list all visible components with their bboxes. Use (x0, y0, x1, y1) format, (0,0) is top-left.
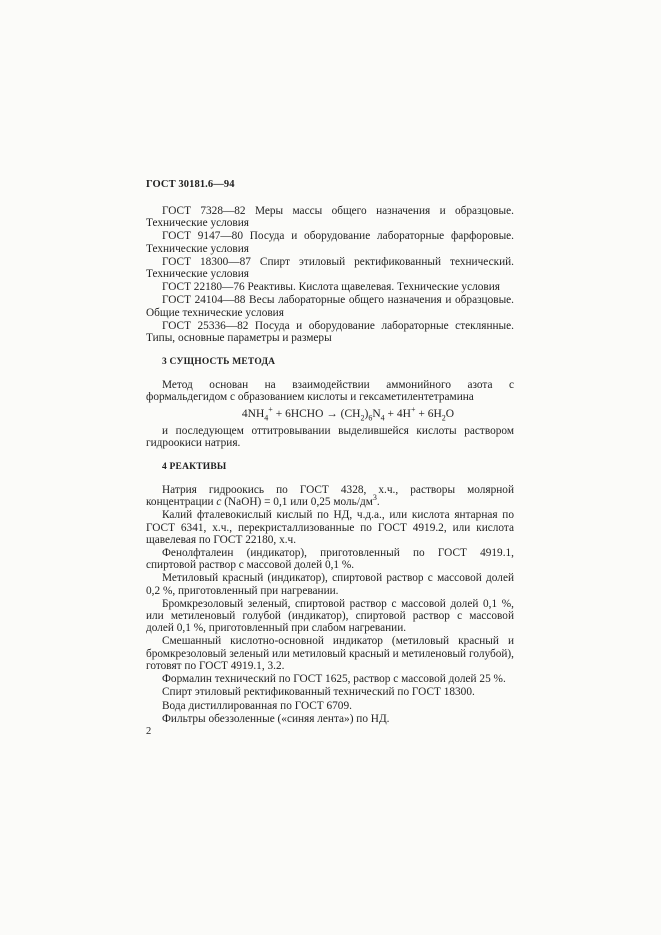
section-heading-method-essence: 3 СУЩНОСТЬ МЕТОДА (162, 357, 276, 368)
reagent-item: Фенолфталеин (индикатор), приготовленный по ГОСТ 4919.1, спиртовой раствор с массовой долей 0,1 %. (146, 547, 514, 572)
method-description: Метод основан на взаимодействии аммонийного азота с формальдегидом с образованием кислоты и гексаметилентетрамина (146, 379, 514, 404)
page-content (146, 205, 514, 726)
section-heading-reagents: 4 РЕАКТИВЫ (162, 462, 227, 473)
reagent-item: Метиловый красный (индикатор), спиртовой раствор с массовой долей 0,2 %, приготовленный при нагревании. (146, 572, 514, 597)
document-header: ГОСТ 30181.6—94 (146, 179, 235, 190)
reagent-item: Формалин технический по ГОСТ 1625, раствор с массовой долей 25 %. (162, 673, 506, 686)
reagent-item: Вода дистиллированная по ГОСТ 6709. (162, 699, 352, 712)
standard-reference: ГОСТ 7328—82 Меры массы общего назначения и образцовые. Технические условия (146, 205, 514, 230)
reagent-item: Спирт этиловый ректификованный технический по ГОСТ 18300. (162, 686, 475, 699)
standard-reference: ГОСТ 18300—87 Спирт этиловый ректификованный технический. Технические условия (146, 255, 514, 281)
reagent-item: Бромкрезоловый зеленый, спиртовой раствор с массовой долей 0,1 %, или метиленовый голубой (индикатор), спиртовой раствор с массовой долей 0,1 %, приготовленный при слабом нагревании. (146, 597, 514, 635)
reagent-item: Натрия гидроокись по ГОСТ 4328, х.ч., растворы молярной концентрации c (NaOH) = 0,1 или 0,25 моль/$дм^3$. (146, 484, 514, 509)
standard-reference: ГОСТ 25336—82 Посуда и оборудование лабораторные стеклянные. Типы, основные параметры и размеры (146, 319, 514, 345)
reagent-item: Калий фталевокислый кислый по НД, ч.д.а., или кислота янтарная по ГОСТ 6341, х.ч., перекристаллизованные по ГОСТ 4919.2, или кислота щавелевая по ГОСТ 22180, х.ч. (146, 509, 514, 546)
reagent-item: Фильтры обеззоленные («синяя лента») по НД. (162, 712, 390, 725)
standard-reference: ГОСТ 9147—80 Посуда и оборудование лабораторные фарфоровые. Технические условия (146, 230, 514, 255)
page-number: 2 (146, 726, 152, 737)
standard-reference: ГОСТ 24104—88 Весы лабораторные общего назначения и образцовые. Общие технические условия (146, 294, 514, 319)
method-description-continued: и последующем оттитровывании выделившейся кислоты раствором гидроокиси натрия. (146, 424, 514, 449)
reaction-formula: $4NH_4^+$ + 6HCHO → $(CH_2)_6N_4 + 4H^+ + 6H_2O$ (241, 404, 455, 422)
reagent-item: Смешанный кислотно-основной индикатор (метиловый красный и бромкрезоловый зеленый или метиловый красный и метиленовый голубой), готовят по ГОСТ 4919.1, 3.2. (146, 635, 514, 672)
standard-reference: ГОСТ 22180—76 Реактивы. Кислота щавелевая. Технические условия (162, 281, 500, 294)
